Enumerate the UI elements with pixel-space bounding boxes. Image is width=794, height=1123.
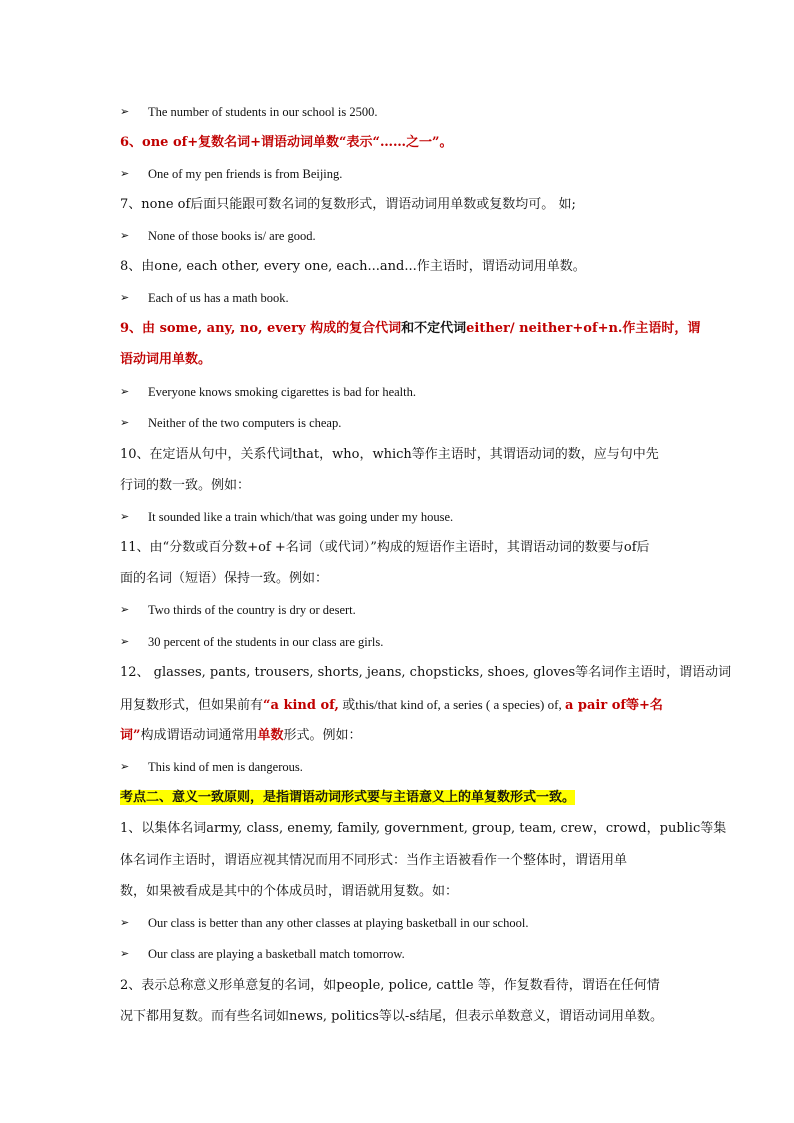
example-sentence: One of my pen friends is from Beijing. [148,167,343,181]
rule-10: 10、在定语从句中，关系代词that，who，which等作主语时，其谓语动词的数，应与句中先 [120,447,659,462]
rule-12-cont: 用复数形式，但如果前有“a kind of, 或this/that kind of, a series ( a species) of, a pair of等+名 [120,697,663,713]
example-sentence: Each of us has a math book. [148,291,289,305]
rule-s2: 2、表示总称意义形单意复的名词，如people, police, cattle 等，作复数看待，谓语在任何情 [120,978,660,993]
rule-12-cont2: 词”构成谓语动词通常用单数形式。例如： [120,728,362,743]
example-sentence: Our class is better than any other classes at playing basketball in our school. [148,916,529,930]
rule-s1-cont2: 数，如果被看成是其中的个体成员时，谓语就用复数。如： [120,884,459,899]
example-sentence: Neither of the two computers is cheap. [148,416,342,430]
bullet-icon: ➢ [120,947,130,960]
bullet-icon: ➢ [120,291,130,304]
example-sentence: It sounded like a train which/that was going under my house. [148,510,454,524]
bullet-icon: ➢ [120,916,130,929]
rule-12: 12、 glasses, pants, trousers, shorts, jeans, chopsticks, shoes, gloves等名词作主语时，谓语动词 [120,665,732,680]
bullet-icon: ➢ [120,510,130,523]
rule-11-cont: 面的名词（短语）保持一致。例如： [120,571,329,586]
bullet-icon: ➢ [120,385,130,398]
bullet-icon: ➢ [120,635,130,648]
rule-11: 11、由“分数或百分数+of +名词（或代词）”构成的短语作主语时，其谓语动词的数要与of后 [120,540,650,555]
rule-8: 8、由one, each other, every one, each...and...作主语时，谓语动词用单数。 [120,259,586,274]
rule-9-cont: 语动词用单数。 [120,352,212,367]
bullet-icon: ➢ [120,229,130,242]
example-sentence: Our class are playing a basketball match tomorrow. [148,947,405,961]
rule-10-cont: 行词的数一致。例如： [120,478,251,493]
bullet-icon: ➢ [120,760,130,773]
bullet-icon: ➢ [120,167,130,180]
example-sentence: Everyone knows smoking cigarettes is bad for health. [148,385,416,399]
rule-s1: 1、以集体名词army, class, enemy, family, government, group, team, crew，crowd，public等集 [120,821,727,836]
rule-7: 7、none of后面只能跟可数名词的复数形式，谓语动词用单数或复数均可。 如; [120,197,576,212]
example-sentence: 30 percent of the students in our class are girls. [148,635,384,649]
rule-s1-cont: 体名词作主语时，谓语应视其情况而用不同形式：当作主语被看作一个整体时，谓语用单 [120,853,628,868]
section-heading: 考点二、意义一致原则，是指谓语动词形式要与主语意义上的单复数形式一致。 [120,790,576,805]
rule-9: 9、由 some, any, no, every 构成的复合代词和不定代词either/ neither+of+n.作主语时，谓 [120,321,701,336]
example-sentence: None of those books is/ are good. [148,229,316,243]
example-sentence: The number of students in our school is 2500. [148,105,378,119]
example-sentence: This kind of men is dangerous. [148,760,303,774]
rule-s2-cont: 况下都用复数。而有些名词如news, politics等以-s结尾，但表示单数意义，谓语动词用单数。 [120,1009,663,1024]
rule-6: 6、one of+复数名词+谓语动词单数“表示“……之一”。 [120,135,453,150]
bullet-icon: ➢ [120,416,130,429]
example-sentence: Two thirds of the country is dry or desert. [148,603,356,617]
bullet-icon: ➢ [120,603,130,616]
bullet-icon: ➢ [120,105,130,118]
